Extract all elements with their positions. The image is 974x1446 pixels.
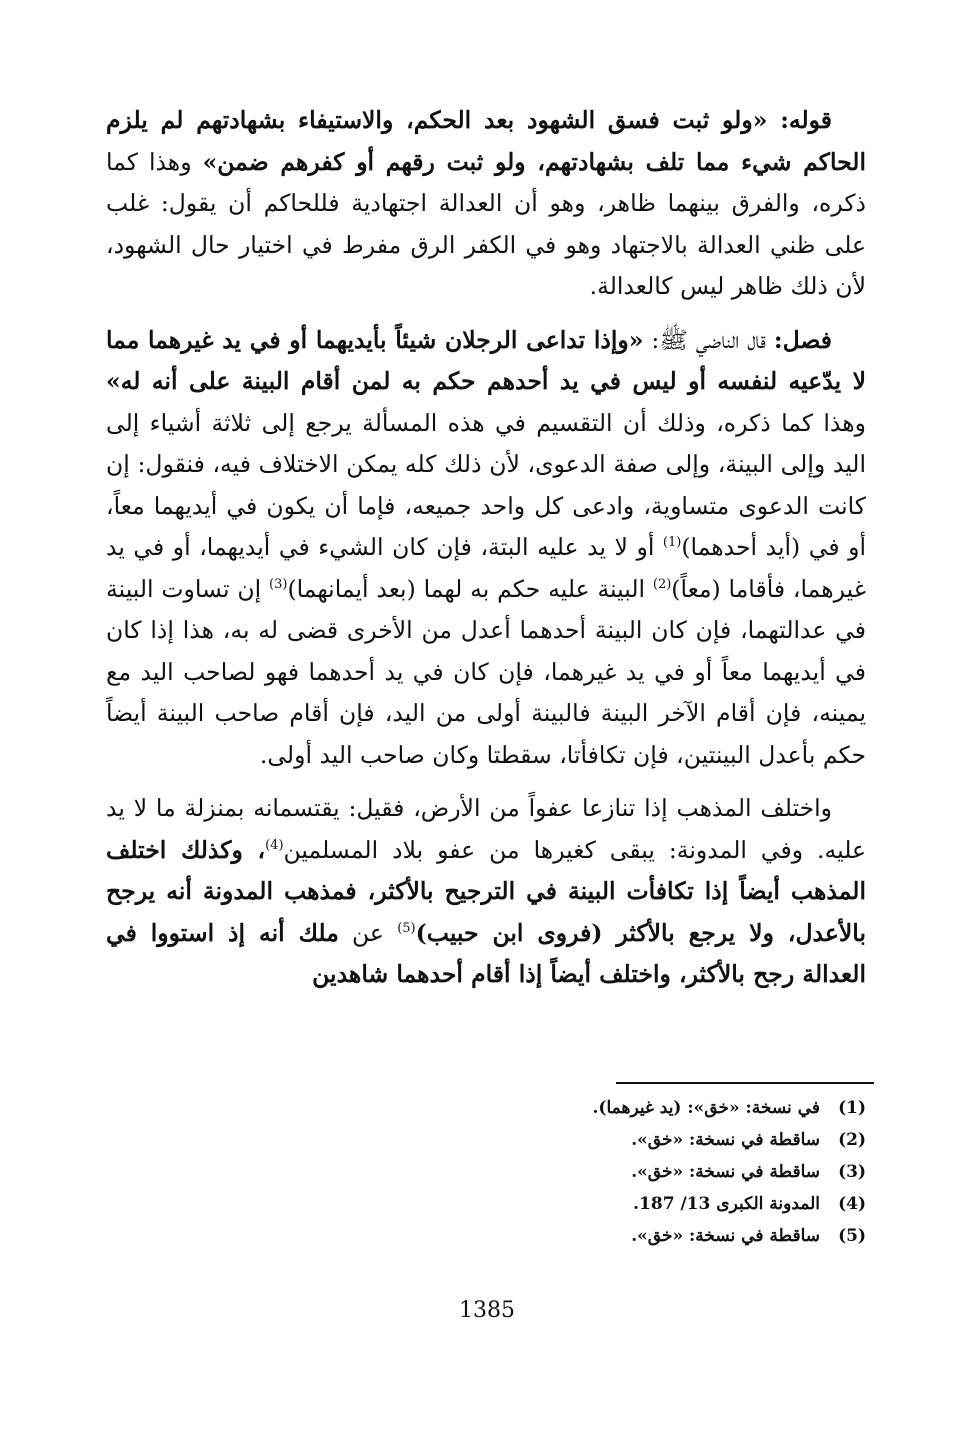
footnotes xyxy=(366,1092,866,1252)
text-segment: أو لا يد عليه البتة، فإن كان الشيء في أيديهما، أو في يد غيرهما، فأقاما (معاً) xyxy=(106,533,866,603)
footnote-item xyxy=(366,1092,866,1124)
footnote-text: في نسخة: «خق»: (يد غيرهما). xyxy=(592,1098,820,1118)
paragraph-p3 xyxy=(106,788,866,996)
footnote-ref: (2) xyxy=(652,576,672,592)
footnote-ref: (5) xyxy=(397,920,416,936)
main-text xyxy=(106,100,866,1008)
page-number: 1385 xyxy=(459,1298,515,1323)
footnote-ref: (4) xyxy=(265,837,284,853)
text-segment: البينة عليه حكم به لهما (بعد أيمانهما) xyxy=(287,574,653,603)
bold-text-segment: ملك xyxy=(298,918,339,947)
footnote-text: ساقطة في نسخة: «خق». xyxy=(631,1226,820,1246)
footnote-text: ساقطة في نسخة: «خق». xyxy=(631,1130,820,1150)
footnote-item xyxy=(366,1156,866,1188)
text-segment: إن تساوت البينة في عدالتهما، فإن كان البينة أحدهما أعدل من الأخرى قضى له به، هذا إذا كان في أيديهما معاً أو في يد غيرهما، فإن كان في يد أحدهما فهو لصاحب اليد مع يمينه، فإن أقام الآخر البينة فالبينة أولى من اليد، فإن أقام صاحب البينة أيضاً حكم بأعدل البينتين، فإن تكافأتا، سقطتا وكان صاحب اليد أولى. xyxy=(106,574,866,769)
footnote-number: (5) xyxy=(838,1226,866,1246)
footnote-item xyxy=(366,1188,866,1220)
footnote-number: (1) xyxy=(838,1098,866,1118)
bold-text-segment: أنه إذ استووا في العدالة رجح بالأكثر، واختلف أيضاً إذا أقام أحدهما شاهدين xyxy=(106,918,866,988)
footnote-ref: (3) xyxy=(269,576,288,592)
footnote-text: ساقطة في نسخة: «خق». xyxy=(631,1162,820,1182)
footnote-item xyxy=(366,1220,866,1252)
footnote-number: (2) xyxy=(838,1130,866,1150)
text-segment: عن xyxy=(338,918,398,947)
footnote-ref: (1) xyxy=(662,535,682,551)
bold-text-segment: قوله: «ولو ثبت فسق الشهود بعد الحكم، والاستيفاء بشهادتهم لم يلزم الحاكم شيء مما تلف بشهادتهم، ولو ثبت رقهم أو كفرهم ضمن» xyxy=(106,106,866,176)
footnote-number: (4) xyxy=(838,1194,866,1214)
bold-text-segment: ، وكذلك اختلف المذهب أيضاً إذا تكافأت البينة في الترجيح بالأكثر، فمذهب المدونة أنه يرجح بالأعدل، ولا يرجع بالأكثر (فروى ابن حبيب) xyxy=(106,835,866,947)
footnote-number: (3) xyxy=(838,1162,866,1182)
text-segment: وهذا كما ذكره، وذلك أن التقسيم في هذه المسألة يرجع إلى ثلاثة أشياء إلى اليد وإلى البينة، وإلى صفة الدعوى، لأن ذلك كله يمكن الاختلاف فيه، فنقول: إن كانت الدعوى متساوية، وادعى كل واحد جميعه، فإما أن يكون في أيديهما معاً، أو في (أيد أحدهما) xyxy=(106,408,866,561)
text-segment: واختلف المذهب إذا تنازعا عفواً من الأرض، فقيل: يقتسمانه بمنزلة ما لا يد عليه. وفي المدونة: يبقى كغيرها من عفو بلاد المسلمين xyxy=(106,794,866,864)
paragraph-p2 xyxy=(106,320,866,777)
footnote-text: المدونة الكبرى 13/ 187. xyxy=(633,1194,820,1214)
bold-text-segment: «وإذا تداعى الرجلان شيئاً بأيديهما أو في يد غيرهما مما لا يدّعيه لنفسه أو ليس في يد أحدهم حكم به لمن أقام البينة على أنه له» xyxy=(106,325,866,395)
text-segment: قال الناضي ﷺ: xyxy=(643,325,774,354)
footnote-separator xyxy=(616,1082,874,1084)
paragraph-p1 xyxy=(106,100,866,308)
footnote-item xyxy=(366,1124,866,1156)
bold-text-segment: فصل: xyxy=(773,325,832,354)
text-segment: وهذا كما ذكره، والفرق بينهما ظاهر، وهو أن العدالة اجتهادية فللحاكم أن يقول: غلب على ظني العدالة بالاجتهاد وهو في الكفر الرق مفرط في اختيار حال الشهود، لأن ذلك ظاهر ليس كالعدالة. xyxy=(106,147,866,300)
